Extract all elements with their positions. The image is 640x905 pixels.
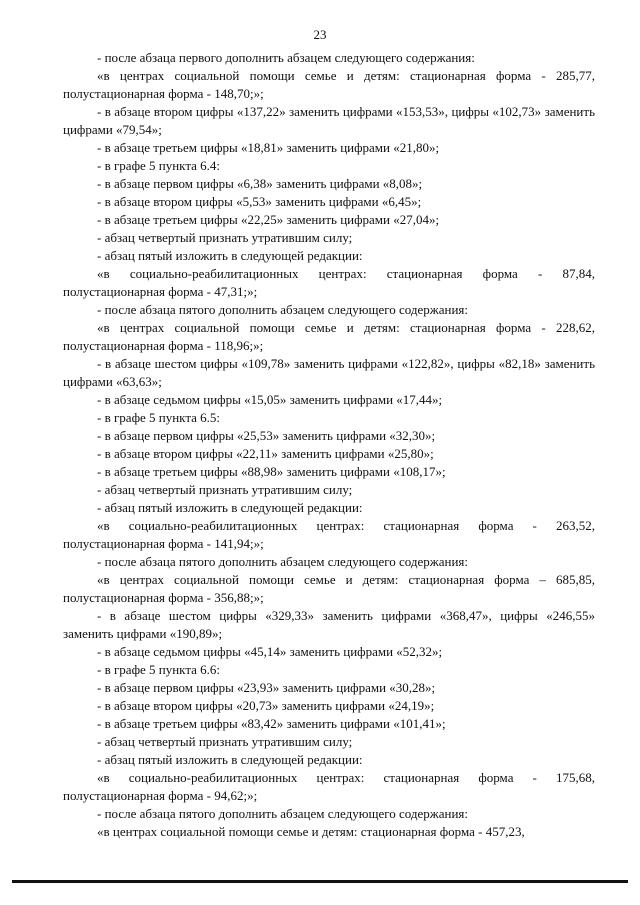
paragraph: - после абзаца пятого дополнить абзацем следующего содержания:	[97, 302, 469, 317]
paragraph: - в абзаце третьем цифры «83,42» заменить цифрами «101,41»;	[97, 716, 446, 731]
paragraph: - в абзаце третьем цифры «88,98» заменить цифрами «108,17»;	[97, 464, 446, 479]
paragraph: - в абзаце первом цифры «6,38» заменить цифрами «8,08»;	[97, 176, 423, 191]
paragraph: - в графе 5 пункта 6.4:	[97, 158, 221, 173]
paragraph: «в центрах социальной помощи семье и детям: стационарная форма – 685,85, полустационарная форма - 356,88;»;	[63, 572, 595, 605]
paragraph: - абзац четвертый признать утратившим силу;	[97, 734, 353, 749]
paragraph: - в абзаце седьмом цифры «45,14» заменить цифрами «52,32»;	[97, 644, 443, 659]
paragraph: - в графе 5 пункта 6.6:	[97, 662, 221, 677]
paragraph: - после абзаца пятого дополнить абзацем следующего содержания:	[97, 554, 469, 569]
paragraph: - абзац четвертый признать утратившим силу;	[97, 230, 353, 245]
paragraph: «в социально-реабилитационных центрах: стационарная форма - 87,84, полустационарная форма - 47,31;»;	[63, 266, 595, 299]
paragraph: - в абзаце шестом цифры «109,78» заменить цифрами «122,82», цифры «82,18» заменить цифрами «63,63»;	[63, 356, 595, 389]
paragraph: - после абзаца первого дополнить абзацем следующего содержания:	[97, 50, 475, 65]
paragraph: - после абзаца пятого дополнить абзацем следующего содержания:	[97, 806, 469, 821]
paragraph: - в абзаце втором цифры «5,53» заменить цифрами «6,45»;	[97, 194, 422, 209]
paragraph: - абзац пятый изложить в следующей редакции:	[97, 500, 363, 515]
paragraph: - абзац пятый изложить в следующей редакции:	[97, 248, 363, 263]
paragraph: «в центрах социальной помощи семье и детям: стационарная форма - 457,23,	[97, 824, 525, 839]
paragraph: - в абзаце первом цифры «25,53» заменить цифрами «32,30»;	[97, 428, 436, 443]
paragraph: - в абзаце третьем цифры «18,81» заменить цифрами «21,80»;	[97, 140, 440, 155]
paragraph: - в абзаце втором цифры «22,11» заменить цифрами «25,80»;	[97, 446, 434, 461]
paragraph: - в абзаце втором цифры «137,22» заменить цифрами «153,53», цифры «102,73» заменить цифрами «79,54»;	[63, 104, 595, 137]
paragraph: - абзац пятый изложить в следующей редакции:	[97, 752, 363, 767]
bottom-rule	[12, 880, 628, 883]
paragraph: «в социально-реабилитационных центрах: стационарная форма - 175,68, полустационарная форма - 94,62;»;	[63, 770, 595, 803]
paragraph: «в центрах социальной помощи семье и детям: стационарная форма - 285,77, полустационарная форма - 148,70;»;	[63, 68, 595, 101]
paragraph: - в абзаце третьем цифры «22,25» заменить цифрами «27,04»;	[97, 212, 440, 227]
paragraph: «в центрах социальной помощи семье и детям: стационарная форма - 228,62, полустационарная форма - 118,96;»;	[63, 320, 595, 353]
paragraph: - в графе 5 пункта 6.5:	[97, 410, 221, 425]
paragraph: «в социально-реабилитационных центрах: стационарная форма - 263,52, полустационарная форма - 141,94;»;	[63, 518, 595, 551]
paragraph: - в абзаце седьмом цифры «15,05» заменить цифрами «17,44»;	[97, 392, 443, 407]
document-body	[63, 49, 595, 841]
paragraph: - в абзаце шестом цифры «329,33» заменить цифрами «368,47», цифры «246,55» заменить цифрами «190,89»;	[63, 608, 595, 641]
paragraph: - в абзаце первом цифры «23,93» заменить цифрами «30,28»;	[97, 680, 436, 695]
paragraph: - абзац четвертый признать утратившим силу;	[97, 482, 353, 497]
paragraph: - в абзаце втором цифры «20,73» заменить цифрами «24,19»;	[97, 698, 435, 713]
page-number: 23	[313, 27, 327, 42]
